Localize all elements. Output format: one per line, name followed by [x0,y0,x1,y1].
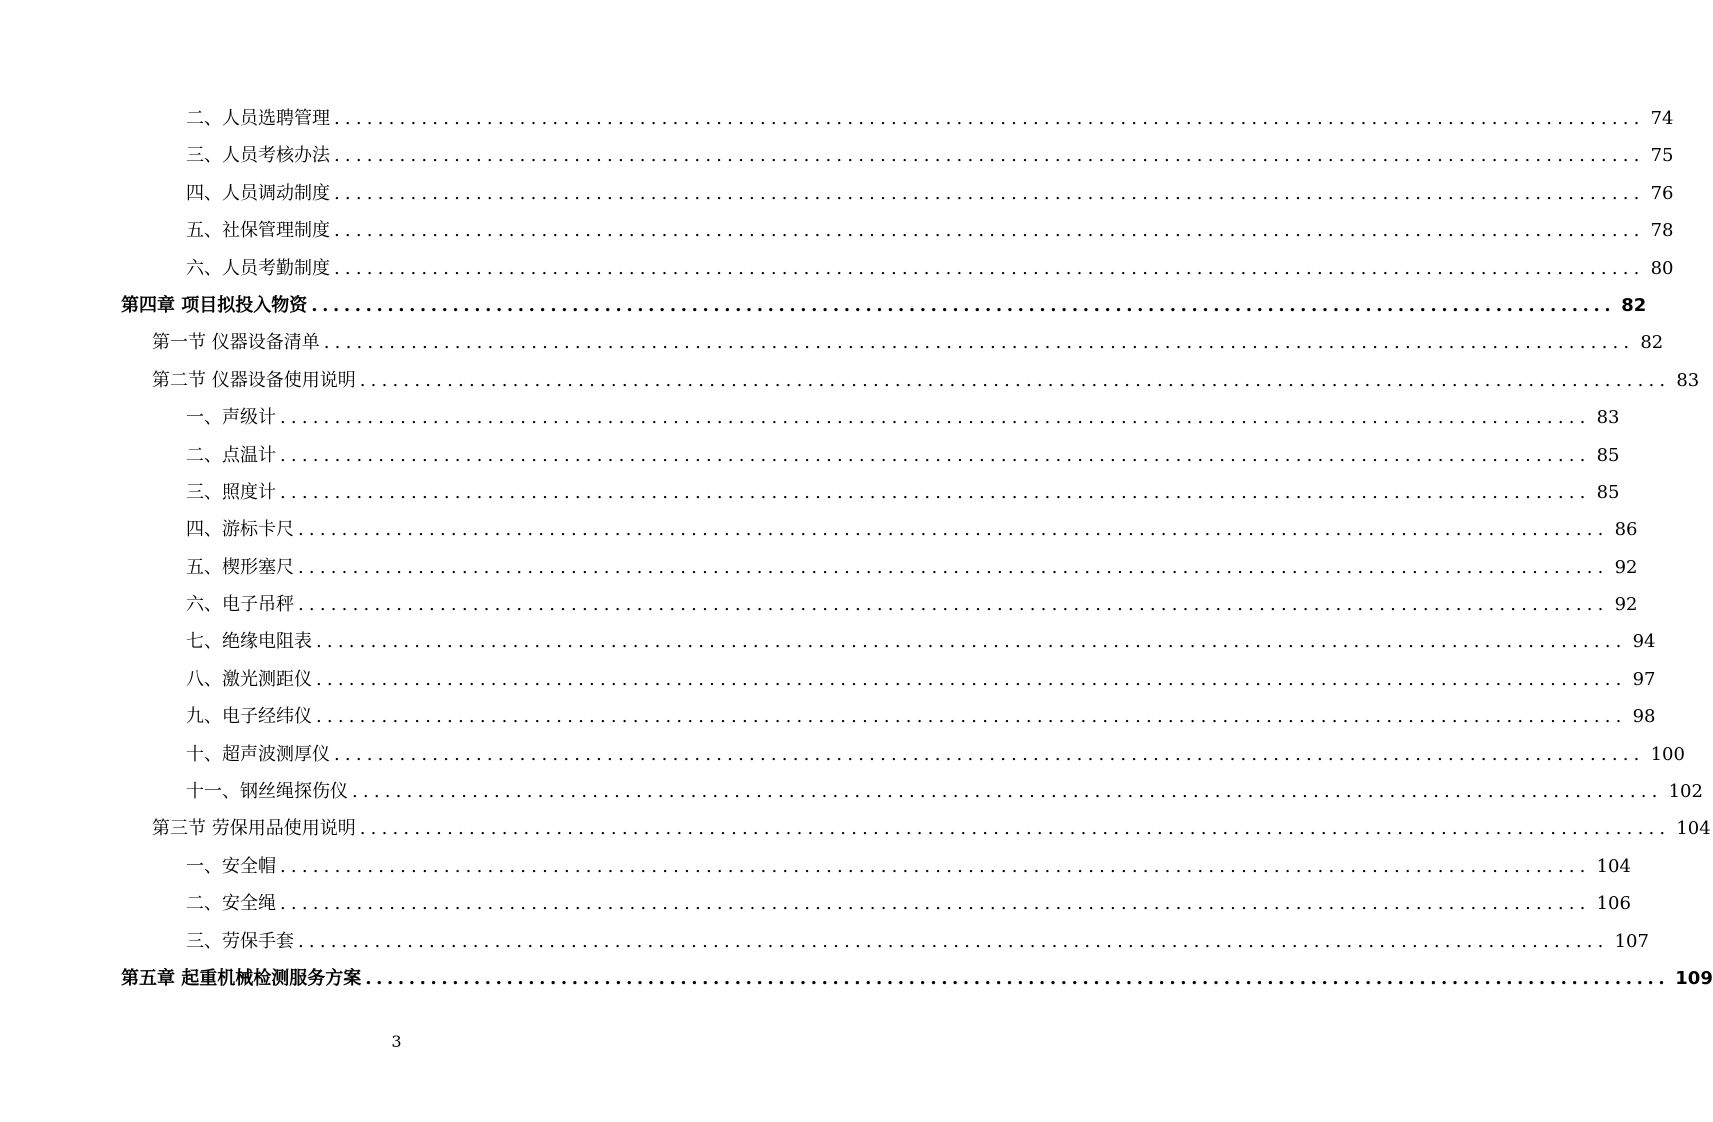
dot-leader: ........................................................................................................................ [334,220,1645,242]
toc-entry-page: 80 [1650,257,1674,279]
toc-entry-page: 106 [1596,893,1631,915]
toc-entry-title: 第四章 项目拟投入物资 [121,294,308,316]
dot-leader: ........................................................................................................................ [359,818,1671,840]
dot-leader: ........................................................................................................................ [280,855,1591,877]
toc-entry[interactable] [0,960,1713,997]
toc-entry-page: 85 [1596,444,1620,466]
toc-entry-page: 97 [1632,668,1656,690]
toc-entry-title: 四、人员调动制度 [186,182,330,204]
toc-entry-title: 五、楔形塞尺 [186,556,294,578]
dot-leader: ........................................................................................................................ [311,294,1616,316]
toc-entry[interactable] [0,885,1631,922]
toc-entry[interactable] [0,362,1700,399]
toc-entry[interactable] [0,810,1711,847]
dot-leader: ........................................................................................................................ [298,594,1609,616]
toc-entry-page: 75 [1650,145,1674,167]
dot-leader: ........................................................................................................................ [365,967,1670,989]
toc-entry[interactable] [0,250,1674,287]
dot-leader: ........................................................................................................................ [316,668,1627,690]
toc-entry[interactable] [0,736,1685,773]
toc-entry[interactable] [0,848,1631,885]
toc-entry[interactable] [0,474,1620,511]
toc-entry-title: 九、电子经纬仪 [186,706,312,728]
toc-entry[interactable] [0,399,1620,436]
dot-leader: ........................................................................................................................ [316,706,1627,728]
toc-entry-page: 82 [1621,294,1647,316]
toc-entry-page: 83 [1676,369,1700,391]
toc-entry[interactable] [0,661,1656,698]
toc-entry[interactable] [0,773,1703,810]
dot-leader: ........................................................................................................................ [359,369,1671,391]
toc-entry-title: 三、照度计 [186,481,276,503]
toc-entry-title: 六、人员考勤制度 [186,257,330,279]
toc-entry-page: 98 [1632,706,1656,728]
toc-entry[interactable] [0,511,1638,548]
toc-entry-title: 一、声级计 [186,407,276,429]
toc-entry[interactable] [0,923,1649,960]
toc-entry-page: 100 [1650,743,1685,765]
toc-entry-title: 第五章 起重机械检测服务方案 [121,967,362,989]
toc-entry-title: 十、超声波测厚仪 [186,743,330,765]
toc-entry-page: 82 [1640,332,1664,354]
toc-entry-page: 74 [1650,108,1674,129]
page-number: 3 [391,1032,402,1051]
toc-entry-title: 第一节 仪器设备清单 [152,332,320,354]
dot-leader: ........................................................................................................................ [334,182,1645,204]
toc-entry-page: 104 [1676,818,1711,840]
dot-leader: ........................................................................................................................ [280,444,1591,466]
toc-entry-title: 八、激光测距仪 [186,668,312,690]
dot-leader: ........................................................................................................................ [298,519,1609,541]
dot-leader: ........................................................................................................................ [298,556,1609,578]
toc-entry-title: 七、绝缘电阻表 [186,631,312,653]
toc-entry[interactable] [0,549,1638,586]
toc-entry-page: 85 [1596,481,1620,503]
dot-leader: ........................................................................................................................ [334,257,1645,279]
toc-entry-page: 86 [1614,519,1638,541]
toc-entry-title: 三、劳保手套 [186,930,294,952]
dot-leader: ........................................................................................................................ [298,930,1609,952]
toc-entry-page: 76 [1650,182,1674,204]
toc-entry-title: 二、安全绳 [186,893,276,915]
dot-leader: ........................................................................................................................ [352,781,1663,803]
toc-entry[interactable] [0,698,1656,735]
toc-entry-page: 104 [1596,855,1631,877]
toc-entry-title: 十一、钢丝绳探伤仪 [186,781,348,803]
toc-entry[interactable] [0,437,1620,474]
dot-leader: ........................................................................................................................ [334,743,1645,765]
toc-entry-title: 二、点温计 [186,444,276,466]
toc-entry-title: 二、人员选聘管理 [186,108,330,129]
dot-leader: ........................................................................................................................ [280,407,1591,429]
toc-entry[interactable] [0,212,1674,249]
toc-entry[interactable] [0,287,1647,324]
toc-entry-page: 107 [1614,930,1649,952]
dot-leader: ........................................................................................................................ [316,631,1627,653]
dot-leader: ........................................................................................................................ [280,481,1591,503]
toc-entry-page: 102 [1668,781,1703,803]
dot-leader: ........................................................................................................................ [334,108,1645,129]
toc-entry[interactable] [0,137,1674,174]
toc-entry[interactable] [0,100,1674,137]
toc-entry-page: 83 [1596,407,1620,429]
dot-leader: ........................................................................................................................ [323,332,1635,354]
toc-entry[interactable] [0,623,1656,660]
toc-entry-page: 94 [1632,631,1656,653]
table-of-contents [0,100,1713,997]
toc-entry-title: 第二节 仪器设备使用说明 [152,369,356,391]
toc-entry[interactable] [0,324,1664,361]
toc-entry-page: 78 [1650,220,1674,242]
toc-entry-title: 第三节 劳保用品使用说明 [152,818,356,840]
toc-entry-title: 五、社保管理制度 [186,220,330,242]
toc-entry[interactable] [0,586,1638,623]
toc-entry-title: 一、安全帽 [186,855,276,877]
toc-entry-page: 92 [1614,594,1638,616]
toc-entry[interactable] [0,175,1674,212]
dot-leader: ........................................................................................................................ [280,893,1591,915]
toc-entry-title: 六、电子吊秤 [186,594,294,616]
toc-entry-page: 109 [1675,967,1713,989]
toc-entry-page: 92 [1614,556,1638,578]
toc-entry-title: 三、人员考核办法 [186,145,330,167]
dot-leader: ........................................................................................................................ [334,145,1645,167]
toc-entry-title: 四、游标卡尺 [186,519,294,541]
